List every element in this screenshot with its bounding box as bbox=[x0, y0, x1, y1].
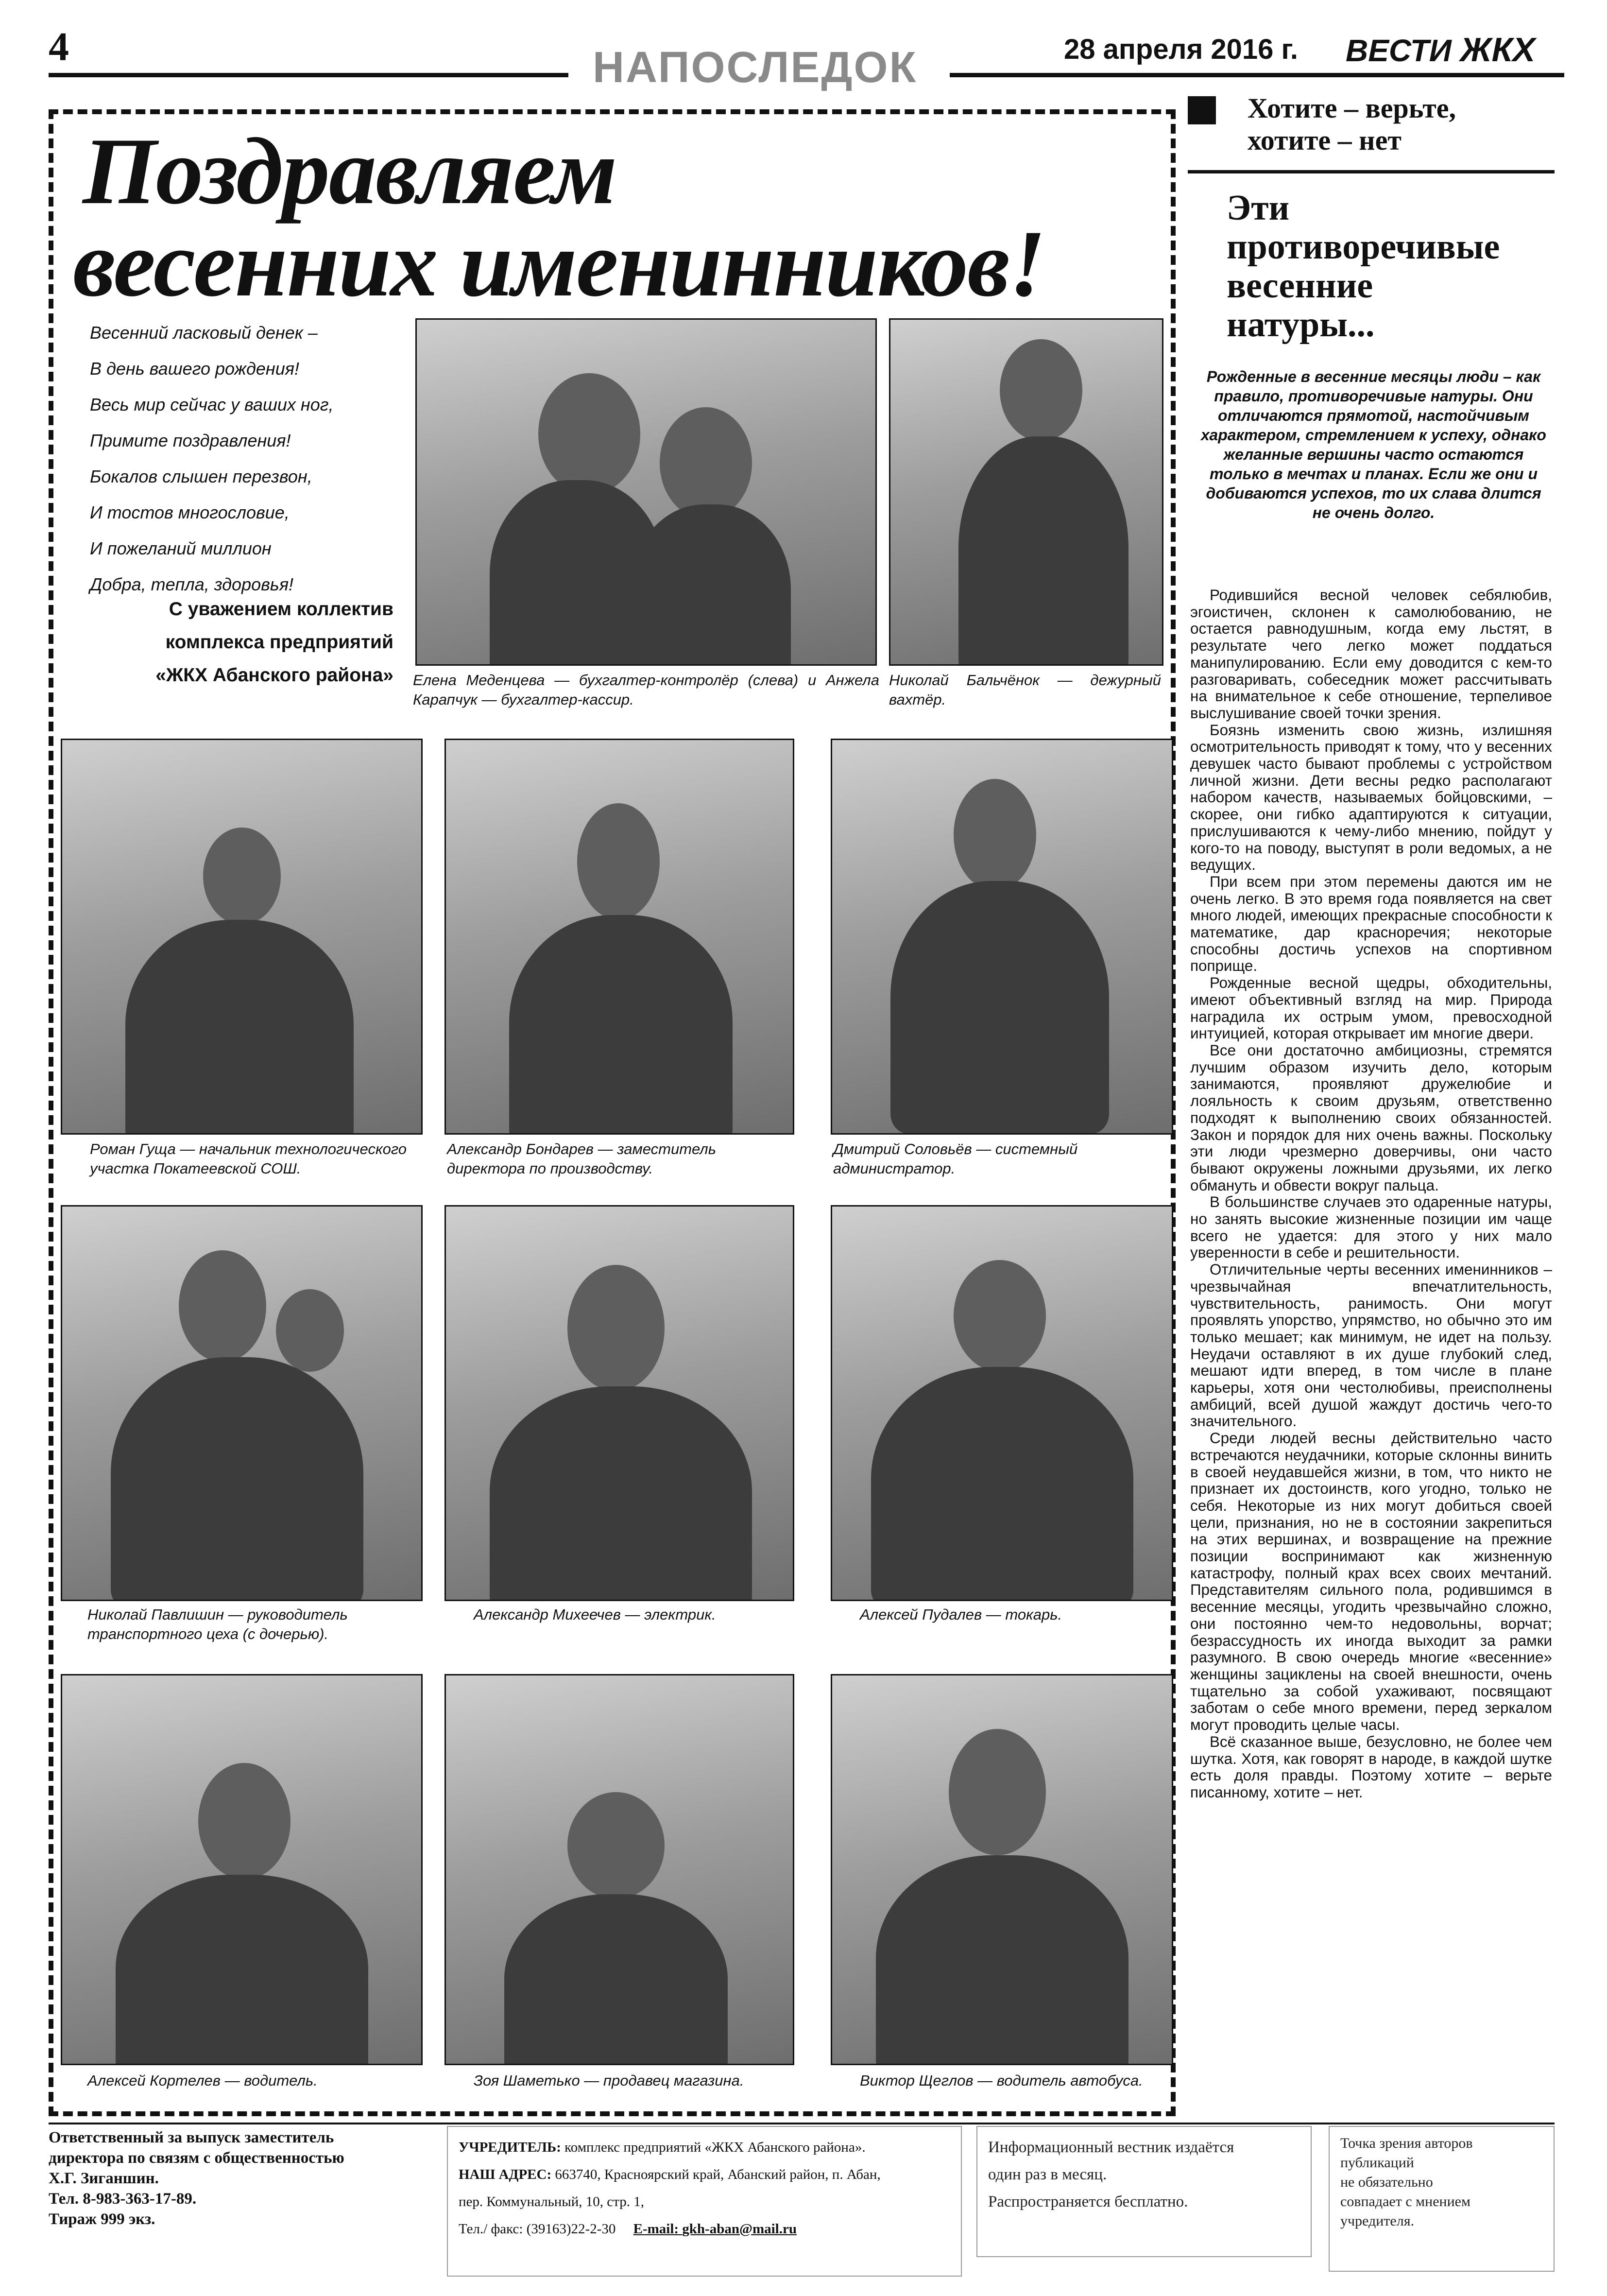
footer-opinion-box: Точка зрения авторов публикаций не обязательно совпадает с мнением учредителя. bbox=[1329, 2126, 1555, 2272]
photo-shcheglov bbox=[831, 1674, 1173, 2065]
photo-gushcha bbox=[61, 739, 423, 1135]
page-number: 4 bbox=[49, 24, 69, 69]
paper-name: ВЕСТИ ЖКХ bbox=[1346, 31, 1536, 69]
header-rule-left bbox=[49, 73, 568, 77]
caption-bondarev: Александр Бондарев — заместитель директора по производству. bbox=[447, 1140, 717, 1177]
rubric-rule bbox=[1188, 170, 1555, 173]
signature-line: «ЖКХ Абанского района» bbox=[155, 665, 393, 686]
photo-bondarev bbox=[444, 739, 794, 1135]
poem-line: В день вашего рождения! bbox=[90, 359, 299, 379]
article-paragraph: Отличительные черты весенних именинников – чрезвычайная впечатлительность, чувствительность, ранимость. Они могут проявлять упорство, упрямство, но обычно это им только мешает; как минимум, не идет на пользу. Неудачи оставляют в их душе глубокий след, мешают идти вперед, в том числе в плане карьеры, хотя они честолюбивы, преисполнены амбиций, всей душой жаждут достичь чего-то значительного. bbox=[1190, 1261, 1552, 1430]
article-paragraph: Родившийся весной человек себялюбив, эгоистичен, склонен к самолюбованию, не остается равнодушным, когда ему льстят, в результате чего легко может поддаться манипулированию. Если ему доводится с кем-то разговаривать, собеседник может рассчитывать на внимательное к себе отношение, терпеливое выслушивание своей точки зрения. bbox=[1190, 587, 1552, 722]
caption-pudalev: Алексей Пудалев — токарь. bbox=[860, 1606, 1062, 1623]
caption-balchenok: Николай Бальчёнок — дежурный вахтёр. bbox=[889, 672, 1161, 708]
photo-pavlishin bbox=[61, 1205, 423, 1601]
article-body bbox=[1190, 587, 1552, 1801]
article-paragraph: Среди людей весны действительно часто встречаются неудачники, которые склонны винить в своей неудавшейся жизни, в том, что никто не признает их достоинств, кого угодно, только не себя. Некоторые из них могут добиться своей цели, признания, но не в состоянии закрепиться на этих вершинах, и возвращение на прежние позиции воспринимают как жизненную катастрофу, полный крах всех своих мечтаний. Представителям сильного пола, родившимся в весенние месяцы, угодить чрезвычайно сложно, они постоянно чем-то недовольны, ворчат; безрассудность их иногда выходит за рамки разумного. В свою очередь многие «весенние» женщины зациклены на своей внешности, очень тщательно за собой ухаживают, посвящают заботам о себе много времени, перед зеркалом могут проводить целые часы. bbox=[1190, 1430, 1552, 1734]
poem-line: Примите поздравления! bbox=[90, 431, 291, 450]
poem-line: Весь мир сейчас у ваших ног, bbox=[90, 395, 334, 414]
poem-line: И тостов многословие, bbox=[90, 502, 290, 522]
greeting-signature bbox=[78, 593, 393, 692]
footer-info-box: Информационный вестник издаётся один раз в месяц. Распространяется бесплатно. bbox=[976, 2126, 1312, 2257]
article-title: Эти противоречивые весенние натуры... bbox=[1227, 188, 1500, 345]
article-paragraph: Все они достаточно амбициозны, стремятся лучшим образом изучить дело, которым занимаются, проявляют дружелюбие и лояльность к своим друзьям, ответственно подходят к выполнению своих обязанностей. Закон и порядок для них очень важны. Поскольку эти люди чрезмерно доверчивы, они часто бывают окружены ложными друзьями, их легко обмануть и обвести вокруг пальца. bbox=[1190, 1041, 1552, 1194]
poem-line: И пожеланий миллион bbox=[90, 538, 272, 558]
caption-kortelev: Алексей Кортелев — водитель. bbox=[87, 2072, 318, 2089]
photo-shametko bbox=[444, 1674, 794, 2065]
article-paragraph: В большинстве случаев это одаренные натуры, но занять высокие жизненные позиции им чаще всего не удается: для этого у них мало уверенности в себе и решительности. bbox=[1190, 1193, 1552, 1261]
caption-mikheechev: Александр Михеечев — электрик. bbox=[474, 1606, 716, 1623]
rubric-marker bbox=[1188, 96, 1216, 124]
signature-line: комплекса предприятий bbox=[165, 632, 393, 653]
article-paragraph: Боязнь изменить свою жизнь, излишняя осмотрительность приводят к тому, что у весенних девушек часто бывают проблемы с устройством личной жизни. Дети весны редко располагают набором качеств, называемых бойцовскими, – скорее, они гибко адаптируются к ситуации, прислушиваются к чему-либо мнению, пойдут у кого-то на поводу, выступят в роли ведомых, а не ведущих. bbox=[1190, 721, 1552, 874]
footer-responsible: Ответственный за выпуск заместитель директора по связям с общественностью Х.Г. Зиганшин. Тел. 8-983-363-17-89. Тираж 999 экз. bbox=[49, 2129, 344, 2228]
caption-shametko: Зоя Шаметько — продавец магазина. bbox=[474, 2072, 744, 2089]
header-rule-right bbox=[950, 73, 1564, 77]
caption-medentseva-karapchuk: Елена Меденцева — бухгалтер-контролёр (слева) и Анжела Карапчук — бухгалтер-кассир. bbox=[413, 672, 879, 708]
article-rubric: Хотите – верьте, хотите – нет bbox=[1248, 92, 1456, 156]
photo-mikheechev bbox=[444, 1205, 794, 1601]
caption-shcheglov: Виктор Щеглов — водитель автобуса. bbox=[860, 2072, 1143, 2089]
photo-medentseva-karapchuk bbox=[415, 318, 877, 666]
issue-date: 28 апреля 2016 г. bbox=[1064, 34, 1299, 65]
poem-line: Добра, тепла, здоровья! bbox=[90, 574, 294, 594]
photo-solovyov bbox=[831, 739, 1173, 1135]
footer-rule bbox=[49, 2123, 1555, 2124]
photo-pudalev bbox=[831, 1205, 1173, 1601]
caption-solovyov: Дмитрий Соловьёв — системный администратор. bbox=[833, 1140, 1078, 1177]
greeting-poem bbox=[90, 315, 401, 603]
article-lead: Рожденные в весенние месяцы люди – как правило, противоречивые натуры. Они отличаются прямотой, настойчивым характером, стремлением к успеху, однако желанные вершины часто остаются только в мечтах и планах. Если же они и добиваются успехов, то их слава длится не очень долго. bbox=[1201, 368, 1546, 521]
greeting-title-line1: Поздравляем bbox=[83, 119, 616, 224]
greeting-title-line2: весенних именинников! bbox=[73, 211, 1045, 316]
photo-kortelev bbox=[61, 1674, 423, 2065]
caption-gushcha: Роман Гуща — начальник технологического участка Покатеевской СОШ. bbox=[90, 1140, 407, 1177]
article-paragraph: Всё сказанное выше, безусловно, не более чем шутка. Хотя, как говорят в народе, в каждой шутке есть доля правды. Поэтому хотите – верьте писанному, хотите – нет. bbox=[1190, 1733, 1552, 1801]
poem-line: Бокалов слышен перезвон, bbox=[90, 466, 312, 486]
poem-line: Весенний ласковый денек – bbox=[90, 323, 318, 343]
article-paragraph: При всем при этом перемены даются им не очень легко. В это время года появляется на свет много людей, имеющих прекрасные способности к математике, дар красноречия; некоторые способны достичь успехов на спортивном поприще. bbox=[1190, 873, 1552, 975]
photo-balchenok bbox=[889, 318, 1163, 666]
caption-pavlishin: Николай Павлишин — руководитель транспортного цеха (с дочерью). bbox=[87, 1606, 348, 1642]
signature-line: С уважением коллектив bbox=[169, 599, 393, 620]
section-title: НАПОСЛЕДОК bbox=[593, 43, 918, 92]
email-link[interactable]: E-mail: gkh-aban@mail.ru bbox=[633, 2221, 797, 2237]
article-paragraph: Рожденные весной щедры, обходительны, имеют объективный взгляд на мир. Природа наградила их острым умом, превосходной интуицией, которая открывает им многие двери. bbox=[1190, 974, 1552, 1042]
footer-founder-box: УЧРЕДИТЕЛЬ: комплекс предприятий «ЖКХ Абанского района». НАШ АДРЕС: 663740, Красноярский край, Абанский район, п. Абан, пер. Коммунальный, 10, стр. 1, Тел./ факс: (39163)22-2-30 E-mail: gkh-aban@mail.ru bbox=[447, 2126, 962, 2277]
